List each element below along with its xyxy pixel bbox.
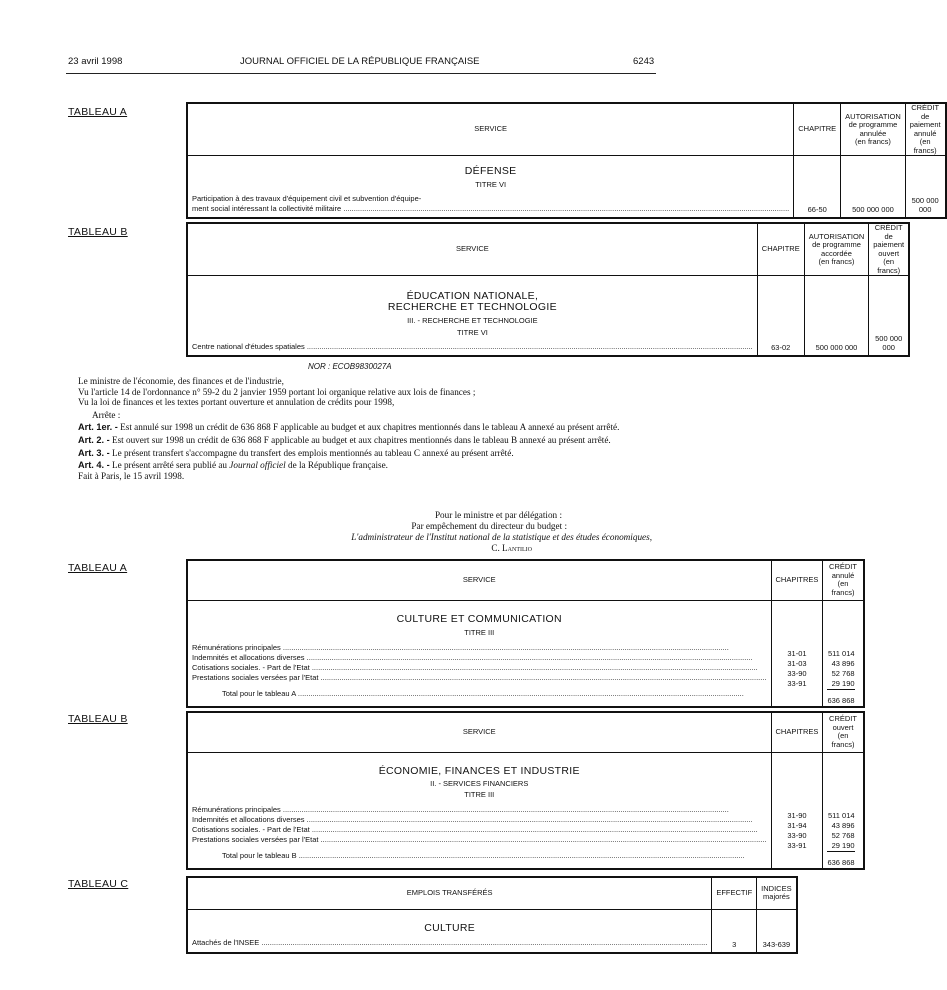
section-title: ÉDUCATION NATIONALE, RECHERCHE ET TECHNOLOGIE: [387, 289, 557, 313]
service-cell: [187, 752, 771, 869]
article-1: Art. 1er. - Est annulé sur 1998 un crédit de 636 868 F applicable au budget et aux chapitres mentionnés dans le tableau A annexé au présent arrêté.: [78, 422, 620, 433]
chapitre-value: 66-50: [794, 156, 841, 218]
col-service: SERVICE: [187, 223, 757, 276]
row-label: Indemnités et allocations diverses .....: [192, 653, 767, 663]
chapitre-value: 63-02: [757, 276, 804, 356]
preamble-minister: Le ministre de l'économie, des finances et de l'industrie,: [78, 376, 284, 386]
tableau-a-bottom-label: TABLEAU A: [68, 562, 128, 574]
service-cell: [187, 600, 771, 707]
section-title: DÉFENSE: [464, 164, 517, 177]
col-credit: CRÉDIT de paiement annulé (en francs): [905, 103, 945, 156]
tableau-b-bottom: [186, 711, 865, 870]
row-text: Participation à des travaux d'équipement civil et subvention d'équipe-: [192, 193, 422, 203]
decree-body: [68, 376, 658, 481]
col-emplois: EMPLOIS TRANSFÉRÉS: [187, 877, 712, 909]
total-label: Total pour le tableau A .....: [192, 689, 767, 699]
tableau-b-bottom-label: TABLEAU B: [68, 713, 128, 725]
row-label: Prestations sociales versées par l'Etat .....: [192, 835, 767, 845]
credit-value: 500 000 000: [869, 276, 909, 356]
row-text: ment social intéressant la collectivité militaire: [192, 203, 342, 213]
col-service: SERVICE: [187, 712, 771, 752]
section-subtitle: TITRE VI: [456, 327, 488, 337]
col-chapitre: CHAPITRE: [757, 223, 804, 276]
credit-column: 511 014 43 896 52 768 29 190 636 868: [823, 600, 864, 707]
credit-value: 500 000 000: [905, 156, 945, 218]
col-credit: CRÉDIT ouvert (en francs): [823, 712, 864, 752]
header-journal-title: JOURNAL OFFICIEL DE LA RÉPUBLIQUE FRANÇAISE: [240, 56, 480, 67]
col-credit: CRÉDIT de paiement ouvert (en francs): [869, 223, 909, 276]
credit-column: 511 014 43 896 52 768 29 190 636 868: [823, 752, 864, 869]
header-page-number: 6243: [633, 56, 655, 67]
col-autorisation: AUTORISATION de programme annulée (en francs): [841, 103, 906, 156]
chapitres-column: 31-90 31-94 33-90 33-91: [771, 752, 823, 869]
tableau-c-label: TABLEAU C: [68, 878, 129, 890]
row-label: Indemnités et allocations diverses .....: [192, 815, 767, 825]
signatory-name: C. Lantilio: [491, 543, 532, 553]
row-label: Cotisations sociales. - Part de l'Etat .....: [192, 663, 767, 673]
signature-line: Pour le ministre et par délégation :: [434, 510, 562, 520]
col-service: SERVICE: [187, 103, 794, 156]
article-2: Art. 2. - Est ouvert sur 1998 un crédit de 636 868 F applicable au budget et aux chapitres mentionnés dans le tableau B annexé au présent arrêté.: [78, 434, 611, 445]
section-subtitle: TITRE VI: [475, 179, 507, 189]
tableau-a-top-label: TABLEAU A: [68, 106, 128, 118]
arrete: Arrête :: [92, 409, 121, 420]
col-indices: INDICES majorés: [757, 877, 797, 909]
tableau-b-top-label: TABLEAU B: [68, 226, 128, 238]
col-credit: CRÉDIT annulé (en francs): [823, 560, 864, 600]
section-subtitle: III. - RECHERCHE ET TECHNOLOGIE: [407, 315, 538, 325]
preamble-vu-1: Vu l'article 14 de l'ordonnance n° 59-2 du 2 janvier 1959 portant loi organique relative aux lois de finances ;: [78, 386, 476, 397]
total-value: 636 868: [827, 695, 855, 705]
col-chapitres: CHAPITRES: [771, 712, 823, 752]
section-subtitle: TITRE III: [464, 627, 495, 637]
article-4: Art. 4. - Le présent arrêté sera publié au Journal officiel de la République française.: [78, 460, 388, 471]
section-subtitle: II. - SERVICES FINANCIERS: [430, 778, 529, 788]
signature-line: L'administrateur de l'Institut national de la statistique et des études économiques,: [351, 532, 652, 542]
header-rule: [66, 73, 656, 74]
autorisation-value: 500 000 000: [841, 156, 906, 218]
row-label: Prestations sociales versées par l'Etat .....: [192, 673, 767, 683]
header-date: 23 avril 1998: [68, 56, 123, 67]
tableau-a-top: [186, 102, 947, 219]
col-effectif: EFFECTIF: [712, 877, 757, 909]
section-title: ÉCONOMIE, FINANCES ET INDUSTRIE: [378, 764, 580, 777]
signature-block: [300, 510, 652, 554]
col-chapitre: CHAPITRE: [794, 103, 841, 156]
col-autorisation: AUTORISATION de programme accordée (en francs): [804, 223, 869, 276]
chapitres-column: 31-01 31-03 33-90 33-91: [771, 600, 823, 707]
tableau-a-bottom: [186, 559, 865, 708]
fait-a-paris: Fait à Paris, le 15 avril 1998.: [78, 470, 185, 481]
nor-reference: NOR : ECOB9830027A: [308, 362, 392, 371]
row-label: Attachés de l'INSEE .....: [192, 938, 707, 948]
tableau-b-top: [186, 222, 910, 357]
row-label: Cotisations sociales. - Part de l'Etat .....: [192, 825, 767, 835]
row-label: Rémunérations principales .....: [192, 643, 767, 653]
service-cell: [187, 276, 757, 356]
autorisation-value: 500 000 000: [804, 276, 869, 356]
total-label: Total pour le tableau B .....: [192, 851, 767, 861]
signature-line: Par empêchement du directeur du budget :: [411, 521, 567, 531]
section-title: CULTURE ET COMMUNICATION: [396, 612, 562, 625]
row-label: Rémunérations principales .....: [192, 805, 767, 815]
row-text: Centre national d'études spatiales: [192, 341, 305, 351]
service-cell: [187, 156, 794, 218]
emplois-cell: [187, 909, 712, 953]
effectif-value: 3: [712, 909, 757, 953]
total-value: 636 868: [827, 857, 855, 867]
col-service: SERVICE: [187, 560, 771, 600]
preamble-vu-2: Vu la loi de finances et les textes portant ouverture et annulation de crédits pour 1998,: [78, 397, 395, 408]
col-chapitres: CHAPITRES: [771, 560, 823, 600]
article-3: Art. 3. - Le présent transfert s'accompagne du transfert des emplois mentionnés au tableau C annexé au présent arrêté.: [78, 447, 514, 458]
indices-value: 343-639: [757, 909, 797, 953]
section-title: CULTURE: [424, 921, 476, 934]
tableau-c: [186, 876, 798, 954]
section-subtitle: TITRE III: [464, 789, 495, 799]
